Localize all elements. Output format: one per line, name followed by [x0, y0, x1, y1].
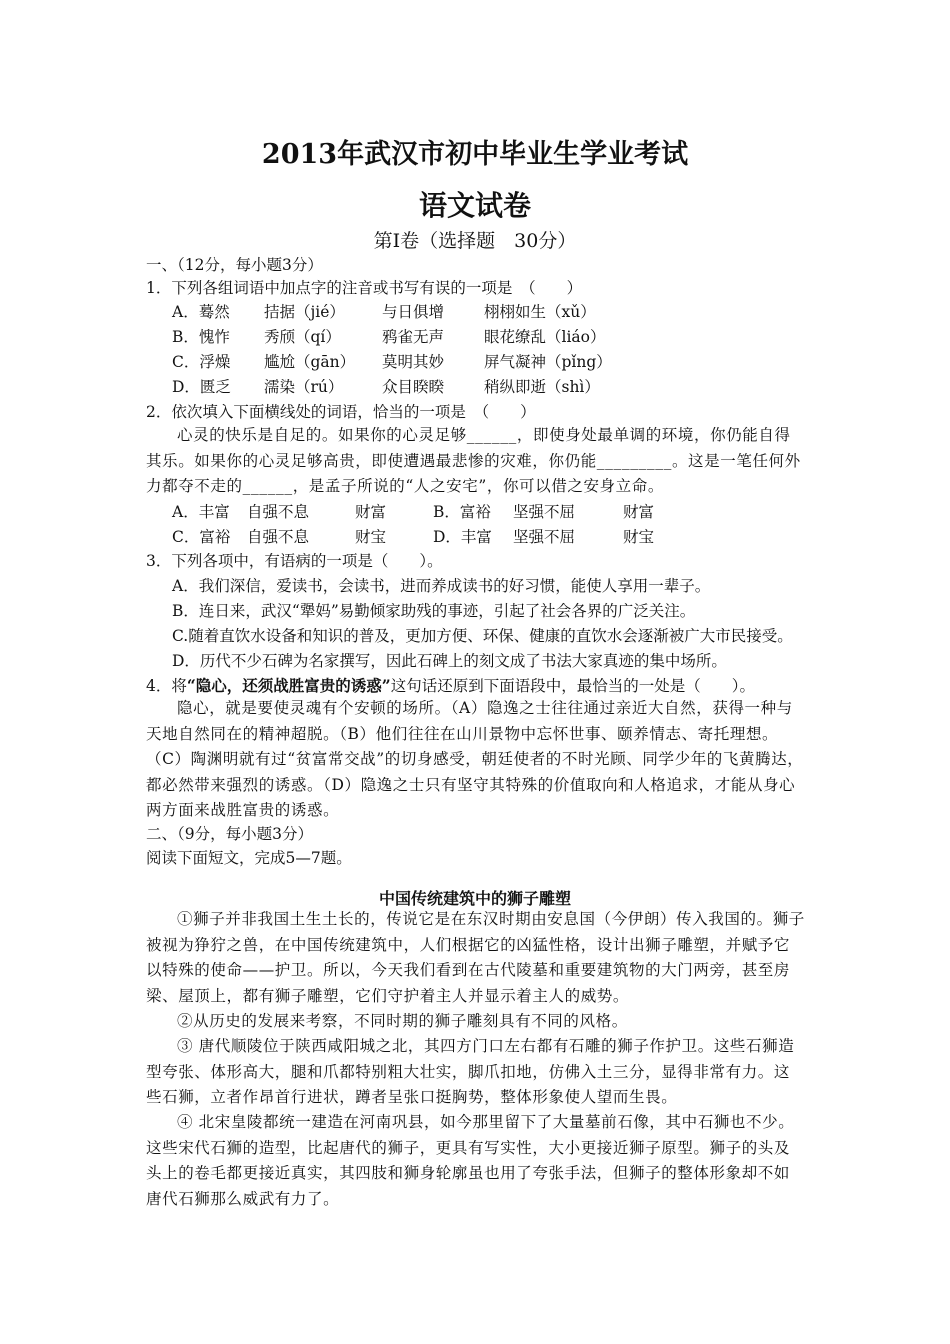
part2-heading: 二、（9分，每小题3分）: [146, 825, 313, 843]
q3-option-c: C.随着直饮水设备和知识的普及，更加方便、环保、健康的直饮水会逐渐被广大市民接受。: [172, 627, 793, 645]
q1-option-d: D．匮乏 濡染（rú） 众目睽睽 稍纵即逝（shì）: [172, 378, 600, 396]
q1-option-c: C．浮燥 尴尬（gān） 莫明其妙 屏气凝神（pǐng）: [172, 353, 612, 371]
exam-subtitle: 语文试卷: [418, 189, 531, 222]
q3-option-a: A．我们深信，爱读书，会读书，进而养成读书的好习惯，能使人享用一辈子。: [172, 577, 711, 595]
q3-stem: 3．下列各项中，有语病的一项是（ ）。: [146, 552, 443, 570]
article-paragraph-1: ①狮子并非我国土生土长的，传说它是在东汉时期由安息国（今伊朗）传入我国的。狮子被视为狰狞之兽，在中国传统建筑中，人们根据它的凶猛性格，设计出狮子雕塑，并赋予它以特殊的使命——护卫。所以，今天我们看到在古代陵墓和重要建筑物的大门两旁，甚至房梁、屋顶上，都有狮子雕塑，它们守护着主人并显示着主人的威势。: [146, 910, 805, 1005]
q2-options-ab: A．丰富 自强不息 财富 B．富裕 坚强不屈 财富: [172, 503, 655, 521]
q1-stem: 1．下列各组词语中加点字的注音或书写有误的一项是 （ ）: [146, 279, 583, 297]
article-title: 中国传统建筑中的狮子雕塑: [378, 889, 571, 908]
q1-option-b: B．愧怍 秀颀（qí） 鸦雀无声 眼花缭乱（liáo）: [172, 328, 606, 346]
q3-option-d: D．历代不少石碑为名家撰写，因此石碑上的刻文成了书法大家真迹的集中场所。: [172, 652, 727, 670]
q2-passage: 心灵的快乐是自足的。如果你的心灵足够______，即使身处最单调的环境，你仍能自得其乐。如果你的心灵足够高贵，即使遭遇最悲惨的灾难，你仍能_________。这是一笔任何外力都夺不走的______，是孟子所说的“人之安宅”，你可以借之安身立命。: [146, 426, 801, 495]
q2-options-cd: C．富裕 自强不息 财宝 D．丰富 坚强不屈 财宝: [172, 528, 655, 546]
article-paragraph-3: ③ 唐代顺陵位于陕西咸阳城之北，其四方门口左右都有石雕的狮子作护卫。这些石狮造型夸张、体形高大，腿和爪都特别粗大壮实，脚爪扣地，仿佛入土三分，显得非常有力。这些石狮，立者作昂首行进状，蹲者呈张口挺胸势，整体形象使人望而生畏。: [146, 1037, 795, 1106]
article-paragraph-2: ②从历史的发展来考察，不同时期的狮子雕刻具有不同的风格。: [177, 1012, 628, 1030]
q2-stem: 2．依次填入下面横线处的词语，恰当的一项是 （ ）: [146, 403, 536, 421]
section-heading: 第Ⅰ卷（选择题 30分）: [373, 230, 577, 252]
q1-option-a: A．蓦然 拮据（jié） 与日俱增 栩栩如生（xǔ）: [172, 303, 596, 321]
part2-instruction: 阅读下面短文，完成5—7题。: [146, 849, 352, 867]
q4-passage: 隐心，就是要使灵魂有个安顿的场所。（A）隐逸之士往往通过亲近大自然，获得一种与天地自然同在的精神超脱。（B）他们往往在山川景物中忘怀世事、颐养情志、寄托理想。（C）陶渊明就有过“贫富常交战”的切身感受，朝廷使者的不时光顾、同学少年的飞黄腾达，都必然带来强烈的诱惑。（D）隐逸之士只有坚守其特殊的价值取向和人格追求，才能从身心两方面来战胜富贵的诱惑。: [146, 699, 804, 819]
q4-stem: 4．将“隐心，还须战胜富贵的诱惑”这句话还原到下面语段中，最恰当的一处是（ ）。: [146, 676, 755, 695]
article-paragraph-4: ④ 北宋皇陵都统一建造在河南巩县，如今那里留下了大量墓前石像，其中石狮也不少。这些宋代石狮的造型，比起唐代的狮子，更具有写实性，大小更接近狮子原型。狮子的头及头上的卷毛都更接近真实，其四肢和狮身轮廓虽也用了夸张手法，但狮子的整体形象却不如唐代石狮那么威武有力了。: [146, 1113, 795, 1208]
exam-title: 2013年武汉市初中毕业生学业考试: [261, 139, 689, 170]
q3-option-b: B．连日来，武汉“犟妈”易勤倾家助残的事迹，引起了社会各界的广泛关注。: [172, 602, 696, 620]
part1-heading: 一、（12分，每小题3分）: [146, 256, 323, 274]
